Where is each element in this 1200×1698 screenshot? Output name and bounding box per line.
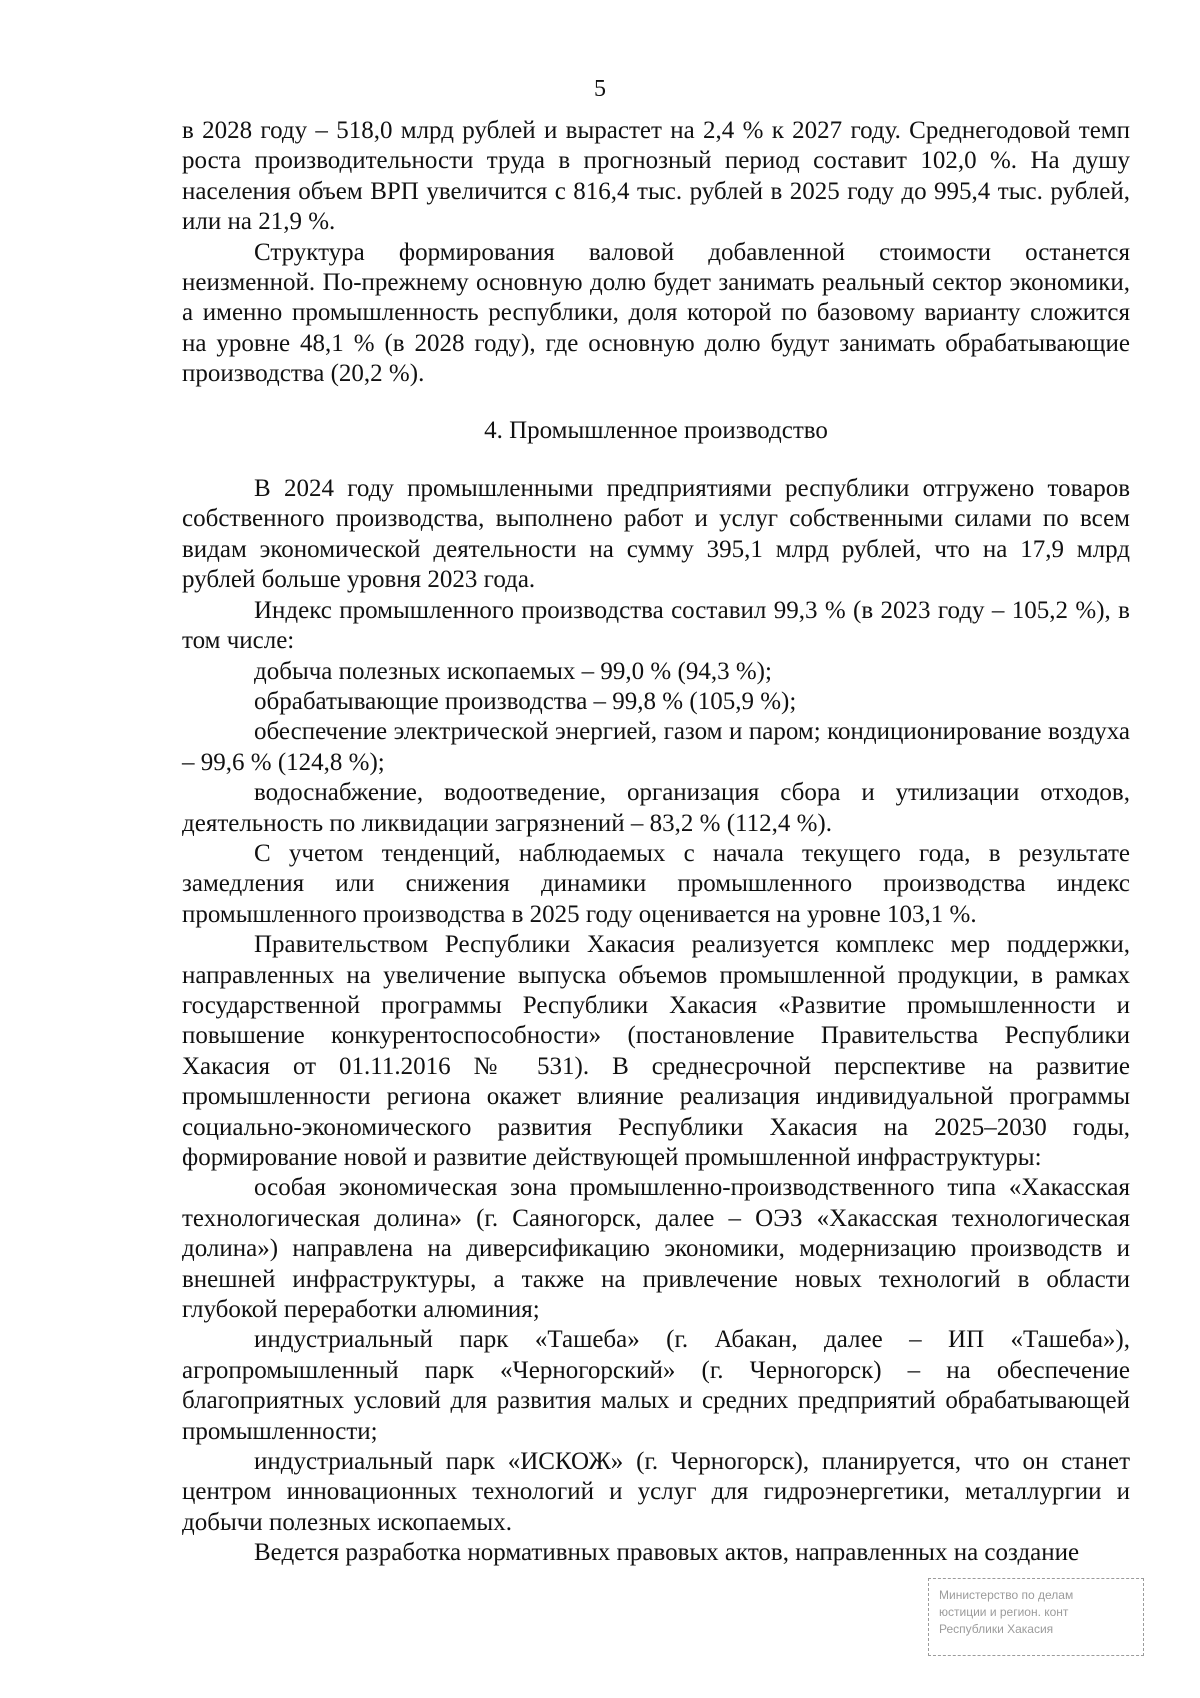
stamp-line: Министерство по делам: [939, 1588, 1074, 1602]
paragraph: В 2024 году промышленными предприятиями республики отгружено товаров собственного производства, выполнено работ и услуг собственными силами по всем видам экономической деятельности на сумму 395,1 млрд рублей, что на 17,9 млрд рублей больше уровня 2023 года.: [182, 475, 1130, 594]
list-item: индустриальный парк «Ташеба» (г. Абакан, далее – ИП «Ташеба»), агропромышленный парк «Черногорский» (г. Черногорск) – на обеспечение благоприятных условий для развития малых и средних предприятий обрабатывающей промышленности;: [182, 1326, 1130, 1445]
registration-stamp: [928, 1578, 1144, 1656]
paragraph: Структура формирования валовой добавленной стоимости останется неизменной. По-прежнему основную долю будет занимать реальный сектор экономики, а именно промышленность республики, доля которой по базовому варианту сложится на уровне 48,1 % (в 2028 году), где основную долю будут занимать обрабатывающие производства (20,2 %).: [182, 238, 1130, 388]
list-item: обеспечение электрической энергией, газом и паром; кондиционирование воздуха – 99,6 % (124,8 %);: [182, 718, 1130, 776]
stamp-line: юстиции и регион. конт: [939, 1605, 1069, 1619]
page-number: 5: [594, 76, 606, 102]
stamp-line: Республики Хакасия: [939, 1622, 1054, 1636]
section-heading: 4. Промышленное производство: [484, 416, 828, 444]
list-item: обрабатывающие производства – 99,8 % (105,9 %);: [254, 687, 797, 715]
paragraph: в 2028 году – 518,0 млрд рублей и вырастет на 2,4 % к 2027 году. Среднегодовой темп роста производительности труда в прогнозный период составит 102,0 %. На душу населения объем ВРП увеличится с 816,4 тыс. рублей в 2025 году до 995,4 тыс. рублей, или на 21,9 %.: [182, 117, 1130, 236]
document-body: [182, 116, 1130, 1569]
paragraph: Правительством Республики Хакасия реализуется комплекс мер поддержки, направленных на увеличение выпуска объемов промышленной продукции, в рамках государственной программы Республики Хакасия «Развитие промышленности и повышение конкурентоспособности» (постановление Правительства Республики Хакасия от 01.11.2016 № 531). В среднесрочной перспективе на развитие промышленности региона окажет влияние реализация индивидуальной программы социально-экономического развития Республики Хакасия на 2025–2030 годы, формирование новой и развитие действующей промышленной инфраструктуры:: [182, 931, 1130, 1171]
list-item: особая экономическая зона промышленно-производственного типа «Хакасская технологическая долина» (г. Саяногорск, далее – ОЭЗ «Хакасская технологическая долина») направлена на диверсификацию экономики, модернизацию производств и внешней инфраструктуры, а также на привлечение новых технологий в области глубокой переработки алюминия;: [182, 1174, 1130, 1324]
paragraph: Индекс промышленного производства составил 99,3 % (в 2023 году – 105,2 %), в том числе:: [182, 596, 1130, 655]
list-item: индустриальный парк «ИСКОЖ» (г. Черногорск), планируется, что он станет центром инновационных технологий и услуг для гидроэнергетики, металлургии и добычи полезных ископаемых.: [182, 1448, 1130, 1536]
list-item: водоснабжение, водоотведение, организация сбора и утилизации отходов, деятельность по ликвидации загрязнений – 83,2 % (112,4 %).: [182, 779, 1130, 837]
paragraph: С учетом тенденций, наблюдаемых с начала текущего года, в результате замедления или снижения динамики промышленного производства индекс промышленного производства в 2025 году оценивается на уровне 103,1 %.: [182, 839, 1130, 928]
list-item: добыча полезных ископаемых – 99,0 % (94,3 %);: [254, 657, 772, 685]
paragraph: Ведется разработка нормативных правовых актов, направленных на создание: [254, 1539, 1080, 1567]
